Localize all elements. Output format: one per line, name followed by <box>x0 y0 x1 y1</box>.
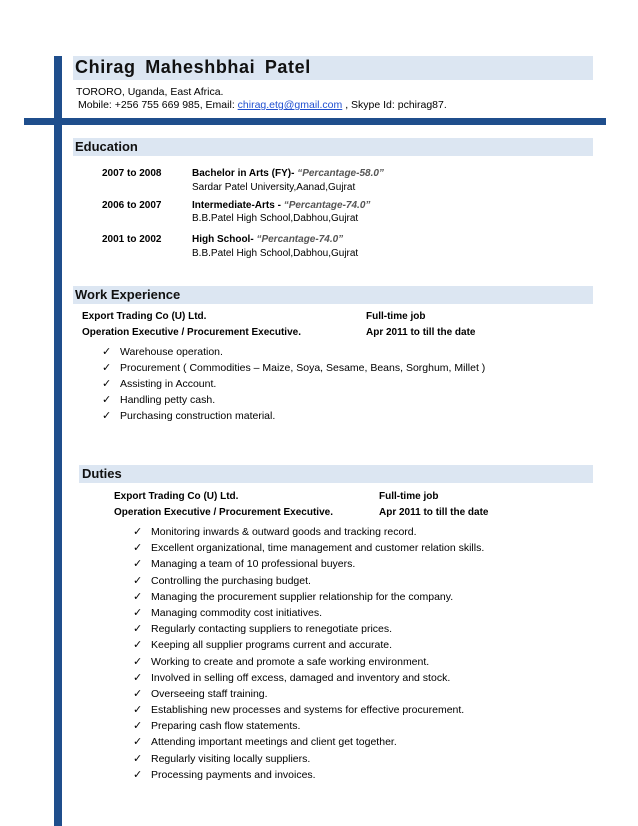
work-experience-title: Work Experience <box>75 287 181 302</box>
list-item: ✓ Involved in selling off excess, damaged and inventory and stock. <box>133 671 451 684</box>
education-percentage: “Percantage-58.0” <box>297 168 384 179</box>
checkmark-icon: ✓ <box>133 752 143 765</box>
duties-band <box>79 465 593 483</box>
list-item: ✓ Processing payments and invoices. <box>133 768 316 781</box>
header-divider-bar <box>24 118 606 125</box>
checkmark-icon: ✓ <box>133 655 143 668</box>
education-band <box>73 138 593 156</box>
duties-company: Export Trading Co (U) Ltd. <box>114 491 239 502</box>
education-institution: Sardar Patel University,Aanad,Gujrat <box>192 182 356 193</box>
education-degree: High School- “Percantage-74.0” <box>192 234 344 245</box>
education-degree: Intermediate-Arts - “Percantage-74.0” <box>192 200 371 211</box>
checkmark-icon: ✓ <box>102 362 112 374</box>
checkmark-icon: ✓ <box>102 378 112 390</box>
checkmark-icon: ✓ <box>102 410 112 422</box>
list-item: ✓ Preparing cash flow statements. <box>133 720 301 733</box>
list-item: ✓ Handling petty cash. <box>102 394 216 406</box>
checkmark-icon: ✓ <box>102 346 112 358</box>
list-item: ✓ Overseeing staff training. <box>133 687 268 700</box>
list-item: ✓ Assisting in Account. <box>102 378 217 390</box>
checkmark-icon: ✓ <box>133 736 143 749</box>
list-item: ✓ Attending important meetings and client get together. <box>133 736 397 749</box>
list-item: ✓ Working to create and promote a safe working environment. <box>133 655 430 668</box>
duties-bullet-list <box>133 524 573 783</box>
work-bullet-list <box>102 344 522 424</box>
checkmark-icon: ✓ <box>133 687 143 700</box>
contact-line <box>78 99 447 111</box>
checkmark-icon: ✓ <box>133 768 143 781</box>
checkmark-icon: ✓ <box>133 623 143 636</box>
checkmark-icon: ✓ <box>133 526 143 538</box>
list-item: ✓ Keeping all supplier programs current and accurate. <box>133 639 393 652</box>
checkmark-icon: ✓ <box>102 394 112 406</box>
candidate-name: Chirag Maheshbhai Patel <box>75 57 311 77</box>
mobile-text: Mobile: +256 755 669 985, Email: <box>78 99 238 111</box>
checkmark-icon: ✓ <box>133 704 143 717</box>
checkmark-icon: ✓ <box>133 639 143 652</box>
duties-title: Duties <box>82 466 122 481</box>
checkmark-icon: ✓ <box>133 558 143 571</box>
list-item: ✓ Procurement ( Commodities – Maize, Soya, Sesame, Beans, Sorghum, Millet ) <box>102 362 486 374</box>
education-percentage: “Percantage-74.0” <box>283 200 371 211</box>
education-institution: B.B.Patel High School,Dabhou,Gujrat <box>192 213 359 224</box>
list-item: ✓ Managing a team of 10 professional buyers. <box>133 558 356 571</box>
work-position: Operation Executive / Procurement Executive. <box>82 327 301 338</box>
education-institution: B.B.Patel High School,Dabhou,Gujrat <box>192 248 359 259</box>
checkmark-icon: ✓ <box>133 671 143 684</box>
list-item: ✓ Establishing new processes and systems for effective procurement. <box>133 704 465 717</box>
list-item: ✓ Purchasing construction material. <box>102 410 276 422</box>
duties-position: Operation Executive / Procurement Executive. <box>114 507 333 518</box>
work-company: Export Trading Co (U) Ltd. <box>82 311 207 322</box>
skype-text: , Skype Id: pchirag87. <box>342 99 447 111</box>
checkmark-icon: ✓ <box>133 606 143 619</box>
address: TORORO, Uganda, East Africa. <box>76 86 224 98</box>
left-accent-bar <box>54 56 62 826</box>
list-item: ✓ Regularly contacting suppliers to renegotiate prices. <box>133 623 393 636</box>
education-years: 2007 to 2008 <box>102 168 162 179</box>
education-years: 2001 to 2002 <box>102 234 162 245</box>
education-percentage: “Percantage-74.0” <box>256 234 344 245</box>
work-job-type: Full-time job <box>366 311 426 322</box>
education-degree: Bachelor in Arts (FY)- “Percantage-58.0” <box>192 168 384 179</box>
education-years: 2006 to 2007 <box>102 200 162 211</box>
list-item: ✓ Excellent organizational, time management and customer relation skills. <box>133 542 485 555</box>
duties-dates: Apr 2011 to till the date <box>379 507 489 518</box>
education-title: Education <box>75 139 138 154</box>
list-item: ✓ Managing the procurement supplier relationship for the company. <box>133 590 454 603</box>
checkmark-icon: ✓ <box>133 590 143 603</box>
checkmark-icon: ✓ <box>133 720 143 733</box>
list-item: ✓ Controlling the purchasing budget. <box>133 574 311 587</box>
list-item: ✓ Managing commodity cost initiatives. <box>133 606 322 619</box>
list-item: ✓ Monitoring inwards & outward goods and tracking record. <box>133 526 417 538</box>
checkmark-icon: ✓ <box>133 542 143 555</box>
work-dates: Apr 2011 to till the date <box>366 327 476 338</box>
list-item: ✓ Warehouse operation. <box>102 346 223 358</box>
checkmark-icon: ✓ <box>133 574 143 587</box>
duties-job-type: Full-time job <box>379 491 439 502</box>
email-link[interactable]: chirag.etg@gmail.com <box>237 99 343 111</box>
list-item: ✓ Regularly visiting locally suppliers. <box>133 752 311 765</box>
